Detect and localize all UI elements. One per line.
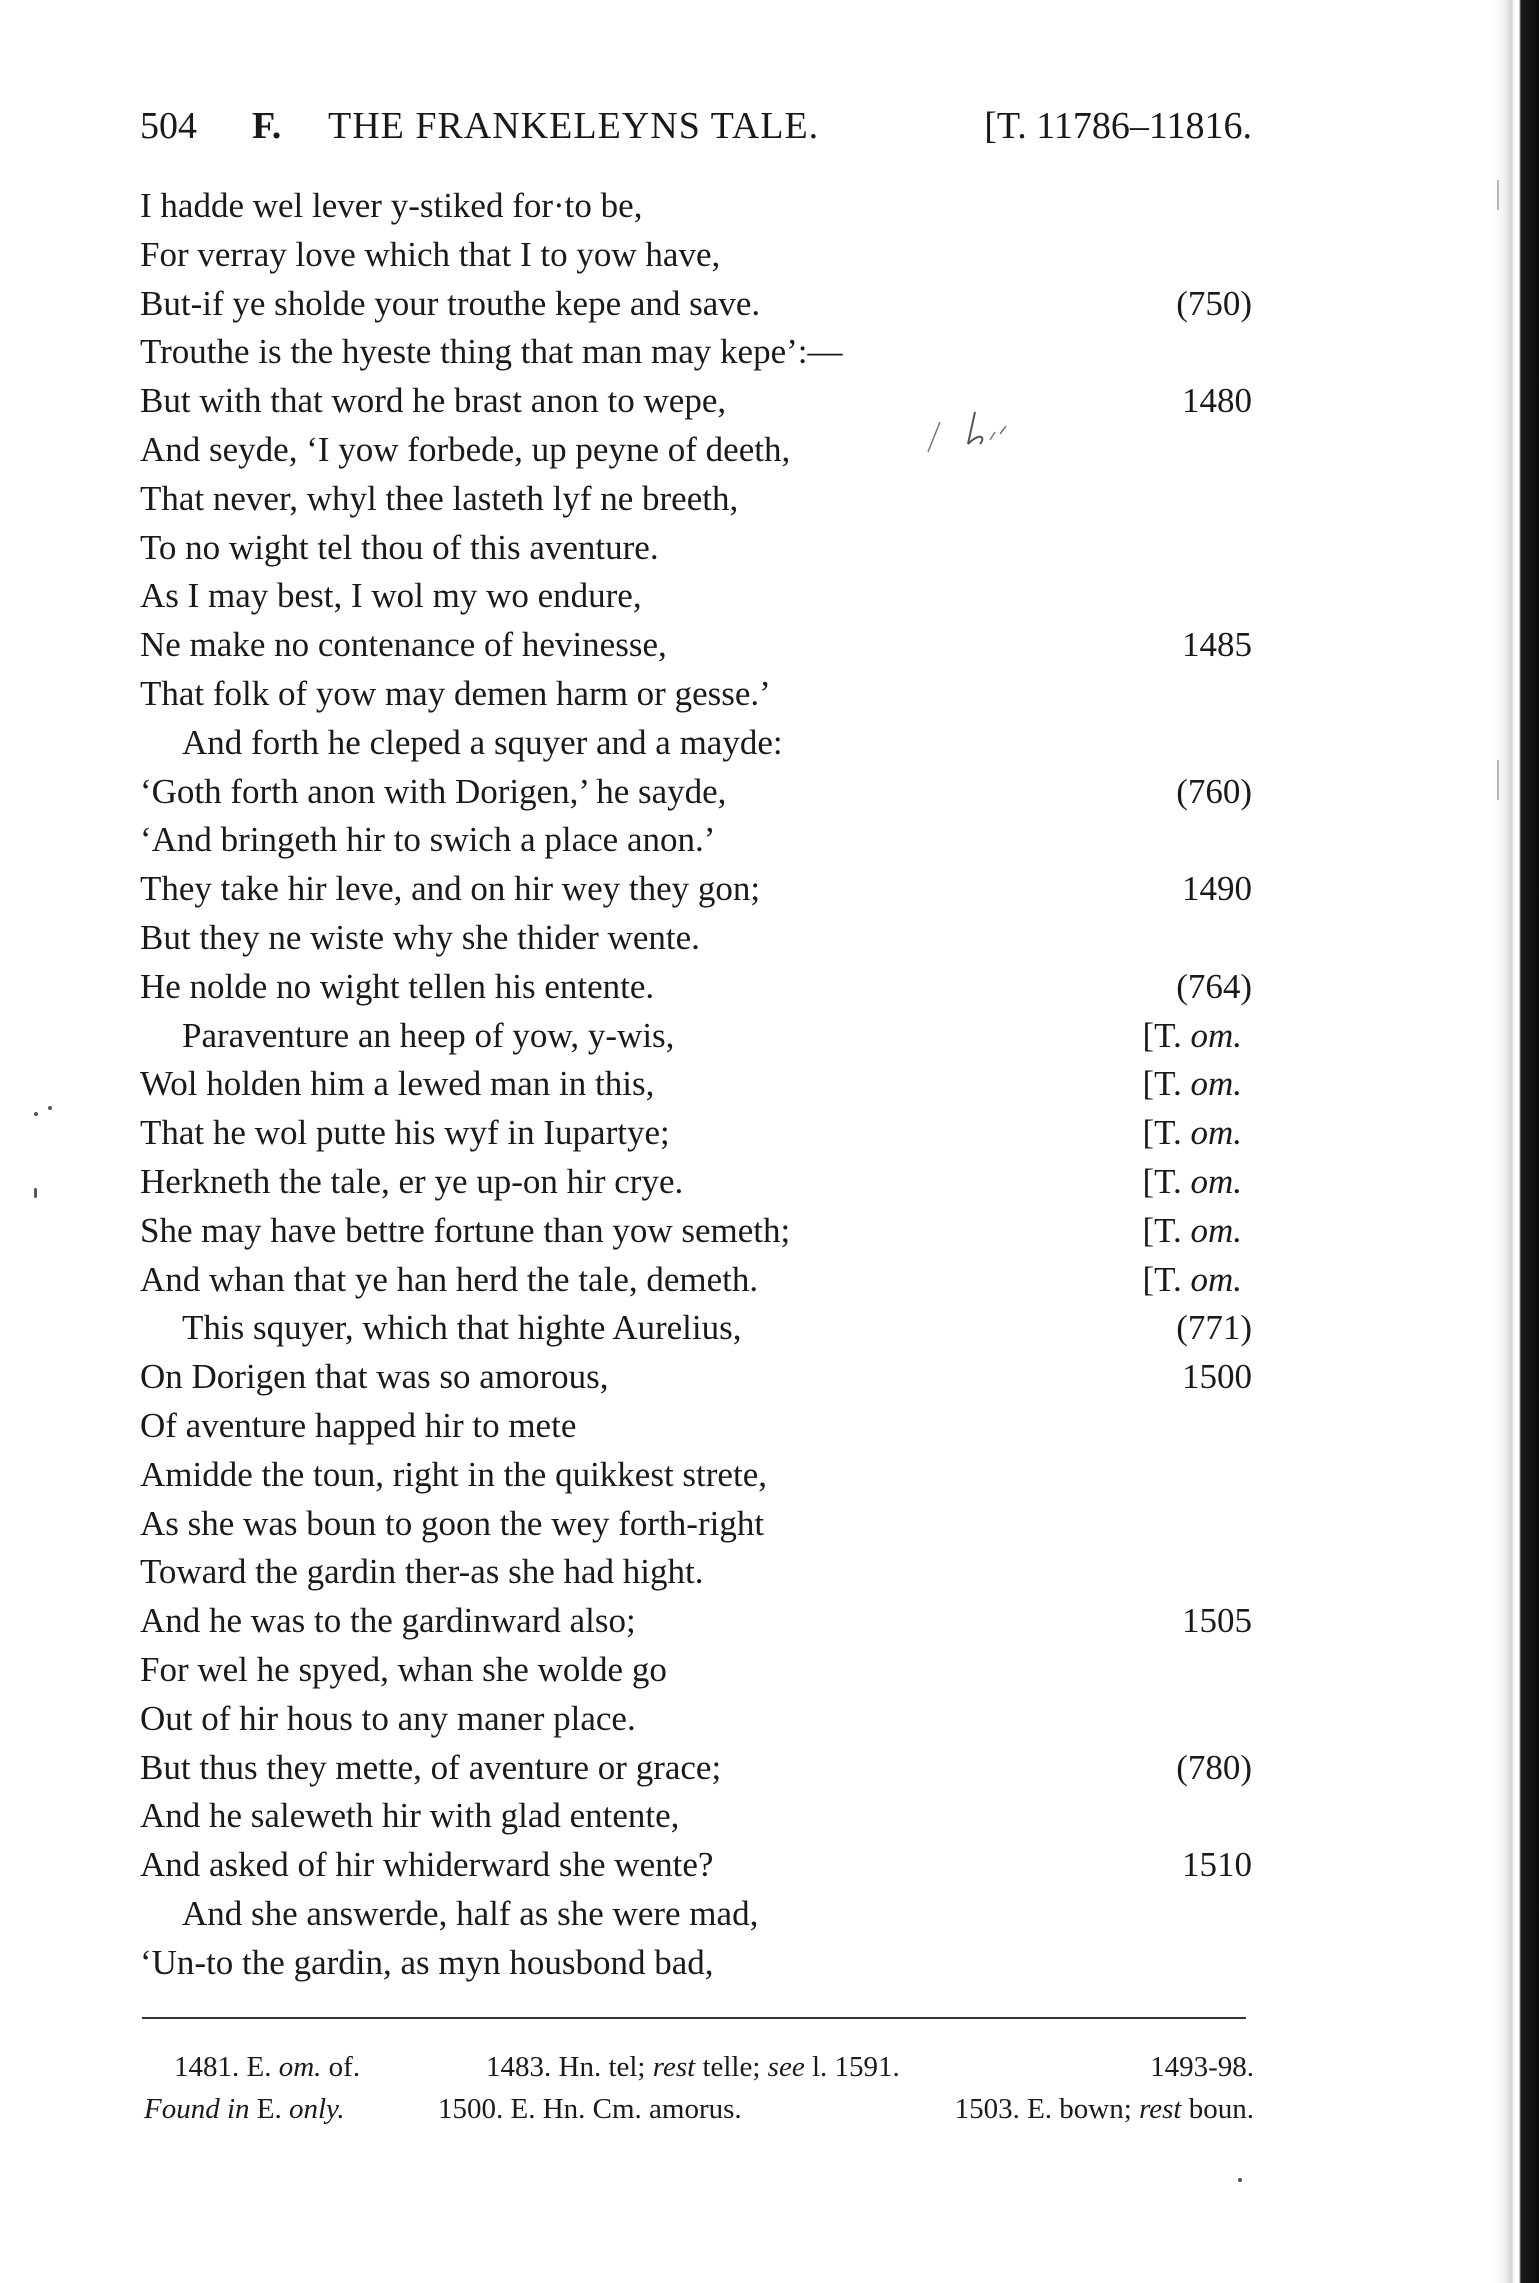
- page-header: [140, 104, 1252, 158]
- verse-text: And she answerde, half as she were mad,: [182, 1893, 759, 1933]
- verse-text: This squyer, which that highte Aurelius,: [182, 1308, 742, 1348]
- verse-text: Herkneth the tale, er ye up-on hir crye.: [140, 1161, 684, 1201]
- verse-line: [140, 1012, 1252, 1061]
- footnote-1500: 1500. E. Hn. Cm. amorus.: [438, 2093, 742, 2125]
- line-number: 1505: [1182, 1601, 1252, 1641]
- verse-line: [140, 1158, 1252, 1207]
- verse-line: [140, 1256, 1252, 1305]
- footnote-1483: 1483. Hn. tel; rest telle; see l. 1591.: [486, 2051, 900, 2083]
- omission-note: [T. om.: [1142, 1015, 1242, 1055]
- verse-text: She may have bettre fortune than yow semeth;: [140, 1210, 791, 1250]
- verse-text: They take hir leve, and on hir wey they gon;: [140, 869, 761, 909]
- verse-text: And whan that ye han herd the tale, demeth.: [140, 1259, 759, 1299]
- verse-text: Wol holden him a lewed man in this,: [140, 1064, 655, 1104]
- line-number: (764): [1176, 966, 1252, 1006]
- verse-text: For wel he spyed, whan she wolde go: [140, 1649, 667, 1689]
- verse-text: Ne make no contenance of hevinesse,: [140, 625, 667, 665]
- verse-text: ‘Goth forth anon with Dorigen,’ he sayde,: [140, 771, 727, 811]
- verse-text: Amidde the toun, right in the quikkest strete,: [140, 1454, 767, 1494]
- verse-text: Of aventure happed hir to mete: [140, 1405, 577, 1445]
- verse-text: That never, whyl thee lasteth lyf ne breeth,: [140, 478, 739, 518]
- footnotes: [144, 2046, 1254, 2130]
- verse-line: [140, 1207, 1252, 1256]
- verse-text: As I may best, I wol my wo endure,: [140, 576, 642, 616]
- scan-speck: [1497, 760, 1499, 800]
- verse-text: Paraventure an heep of yow, y-wis,: [182, 1015, 675, 1055]
- footnote-row: [144, 2088, 1254, 2130]
- verse-line: [140, 963, 1252, 1012]
- verse-text: And he saleweth hir with glad entente,: [140, 1796, 680, 1836]
- verse-text: But-if ye sholde your trouthe kepe and save.: [140, 283, 761, 323]
- verse-text: ‘Un-to the gardin, as myn housbond bad,: [140, 1942, 714, 1982]
- verse-line: [140, 182, 1252, 231]
- verse-text: ‘And bringeth hir to swich a place anon.’: [140, 820, 716, 860]
- omission-note: [T. om.: [1142, 1161, 1242, 1201]
- verse-text: On Dorigen that was so amorous,: [140, 1357, 609, 1397]
- verse-line: [140, 1353, 1252, 1402]
- pencil-marks: [920, 382, 1070, 462]
- verse-text: For verray love which that I to yow have,: [140, 234, 721, 274]
- verse-line: [140, 524, 1252, 573]
- verse-line: [140, 1744, 1252, 1793]
- verse-text: That folk of yow may demen harm or gesse.’: [140, 673, 771, 713]
- footnote-1503: 1503. E. bown; rest boun.: [954, 2093, 1254, 2125]
- stray-mark: [34, 1112, 38, 1116]
- verse-line: [140, 768, 1252, 817]
- line-number: (771): [1176, 1308, 1252, 1348]
- verse-text: Toward the gardin ther-as she had hight.: [140, 1552, 704, 1592]
- footnote-row: [174, 2046, 1254, 2088]
- verse-text: But with that word he brast anon to wepe,: [140, 381, 727, 421]
- pencil-mark-icon: [920, 382, 1070, 462]
- stray-mark: [1238, 2178, 1242, 2182]
- verse-text: And seyde, ‘I yow forbede, up peyne of deeth,: [140, 429, 791, 469]
- verse-line: [140, 475, 1252, 524]
- verse-line: [140, 1304, 1252, 1353]
- verse-line: [140, 1841, 1252, 1890]
- verse-line: [140, 1695, 1252, 1744]
- page-title: THE FRANKELEYNS TALE.: [328, 105, 820, 147]
- verse-text: But thus they mette, of aventure or grace;: [140, 1747, 722, 1787]
- verse-line: [140, 280, 1252, 329]
- verse-text: He nolde no wight tellen his entente.: [140, 966, 655, 1006]
- verse-text: I hadde wel lever y-stiked for·to be,: [140, 186, 643, 225]
- footnote-1481: 1481. E. om. of.: [174, 2051, 361, 2083]
- verse-line: [140, 1646, 1252, 1695]
- line-range: [T. 11786–11816.: [984, 105, 1252, 147]
- verse-text: And he was to the gardinward also;: [140, 1601, 636, 1641]
- verse-text: But they ne wiste why she thider wente.: [140, 917, 700, 957]
- omission-note: [T. om.: [1142, 1210, 1242, 1250]
- stray-mark: [48, 1106, 52, 1110]
- verse-line: [140, 377, 1252, 426]
- line-number: 1485: [1182, 625, 1252, 665]
- verse-text: Out of hir hous to any maner place.: [140, 1698, 636, 1738]
- line-number: 1510: [1182, 1845, 1252, 1885]
- verse-line: [140, 719, 1252, 768]
- verse-text: That he wol putte his wyf in Iupartye;: [140, 1113, 670, 1153]
- verse-line: [140, 816, 1252, 865]
- verse-line: [140, 328, 1252, 377]
- verse-text: As she was boun to goon the wey forth-right: [140, 1503, 765, 1543]
- stray-mark: [34, 1188, 37, 1198]
- verse-line: [140, 1548, 1252, 1597]
- footnote-rule: [142, 2017, 1246, 2019]
- line-number: 1490: [1182, 869, 1252, 909]
- poem-body: [140, 182, 1252, 1987]
- verse-line: [140, 1060, 1252, 1109]
- footnote-1493: 1493-98.: [1150, 2051, 1254, 2083]
- scan-speck: [1497, 180, 1499, 210]
- verse-line: [140, 1500, 1252, 1549]
- verse-line: [140, 1451, 1252, 1500]
- verse-line: [140, 1597, 1252, 1646]
- omission-note: [T. om.: [1142, 1064, 1242, 1104]
- verse-text: To no wight tel thou of this aventure.: [140, 527, 659, 567]
- verse-text: And asked of hir whiderward she wente?: [140, 1845, 714, 1885]
- line-number: 1500: [1182, 1357, 1252, 1397]
- omission-note: [T. om.: [1142, 1259, 1242, 1299]
- omission-note: [T. om.: [1142, 1113, 1242, 1153]
- verse-line: [140, 865, 1252, 914]
- line-number: (750): [1176, 283, 1252, 323]
- verse-line: [140, 1109, 1252, 1158]
- page-number: 504: [140, 105, 197, 147]
- verse-text: And forth he cleped a squyer and a mayde:: [182, 722, 783, 762]
- verse-line: [140, 621, 1252, 670]
- line-number: (780): [1176, 1747, 1252, 1787]
- verse-line: [140, 231, 1252, 280]
- verse-text: Trouthe is the hyeste thing that man may kepe’:—: [140, 332, 843, 372]
- verse-line: [140, 670, 1252, 719]
- section-letter: F.: [252, 105, 282, 147]
- scan-edge-shadow: [1491, 0, 1539, 2283]
- verse-line: [140, 426, 1252, 475]
- verse-line: [140, 572, 1252, 621]
- verse-line: [140, 914, 1252, 963]
- verse-line: [140, 1792, 1252, 1841]
- verse-line: [140, 1939, 1252, 1988]
- line-number: 1480: [1182, 381, 1252, 421]
- line-number: (760): [1176, 771, 1252, 811]
- footnote-found: Found in E. only.: [144, 2093, 345, 2125]
- verse-line: [140, 1402, 1252, 1451]
- verse-line: [140, 1890, 1252, 1939]
